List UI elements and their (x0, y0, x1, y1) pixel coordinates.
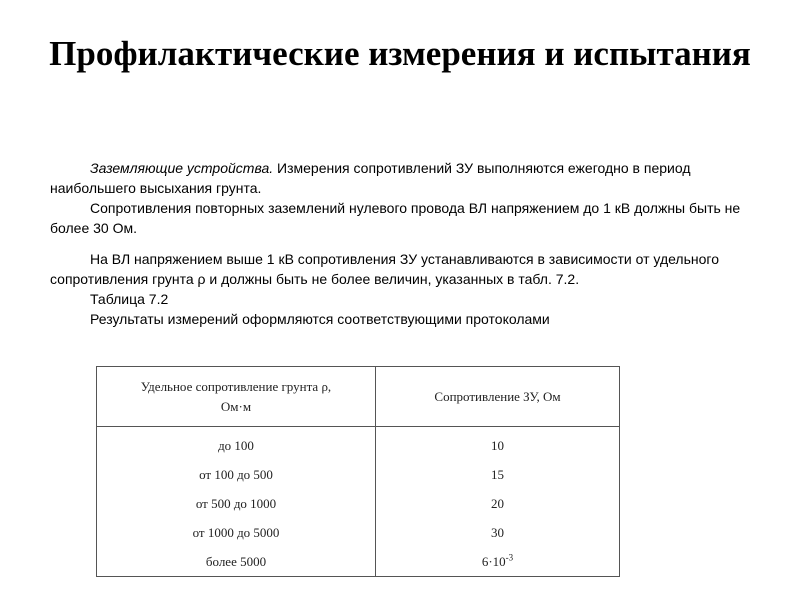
header-grounding-resistance: Сопротивление ЗУ, Ом (376, 367, 620, 427)
header-soil-resistivity (97, 367, 376, 427)
table-cell-rho: от 500 до 1000 (195, 496, 277, 511)
resistance-exponent: -3 (505, 552, 514, 563)
table-cell-rho: от 1000 до 5000 (192, 525, 280, 540)
table-cell-resistance: 30 (491, 525, 504, 540)
table-cell-resistance (382, 547, 613, 576)
table-body-row (97, 427, 620, 577)
paragraph-repeat-grounding: Сопротивления повторных заземлений нулевого провода ВЛ напряжением до 1 кВ должны быть не более 30 Ом. (50, 200, 741, 236)
paragraph-table-ref: Таблица 7.2 (90, 291, 169, 307)
table-cell-rho: до 100 (218, 438, 254, 453)
page-title: Профилактические измерения и испытания (49, 34, 751, 73)
paragraph-high-voltage: На ВЛ напряжением выше 1 кВ сопротивления ЗУ устанавливаются в зависимости от удельного сопротивления грунта ρ и должны быть не более величин, указанных в табл. 7.2. (50, 251, 719, 287)
paragraph-grounding-text: Измерения сопротивлений ЗУ выполняются ежегодно в период наибольшего высыхания грунта. (50, 160, 691, 196)
paragraph-protocols: Результаты измерений оформляются соответствующими протоколами (90, 311, 550, 327)
table-cell-resistance: 10 (491, 438, 504, 453)
soil-resistivity-column (97, 427, 376, 577)
header-soil-resistivity-line1: Удельное сопротивление грунта ρ, (140, 378, 332, 394)
resistance-table (96, 366, 620, 577)
table-header-row (97, 367, 620, 427)
body-text (50, 158, 760, 329)
table-cell-rho: от 100 до 500 (199, 467, 273, 482)
table-cell-resistance: 20 (491, 496, 504, 511)
table-cell-resistance: 15 (491, 467, 504, 482)
resistance-base: 6·10 (481, 554, 506, 569)
header-soil-resistivity-line2: Ом·м (220, 398, 252, 414)
grounding-resistance-column (376, 427, 620, 577)
paragraph-grounding (50, 158, 760, 198)
paragraph-grounding-lead: Заземляющие устройства. (90, 160, 274, 176)
table-cell-rho: более 5000 (205, 554, 267, 569)
